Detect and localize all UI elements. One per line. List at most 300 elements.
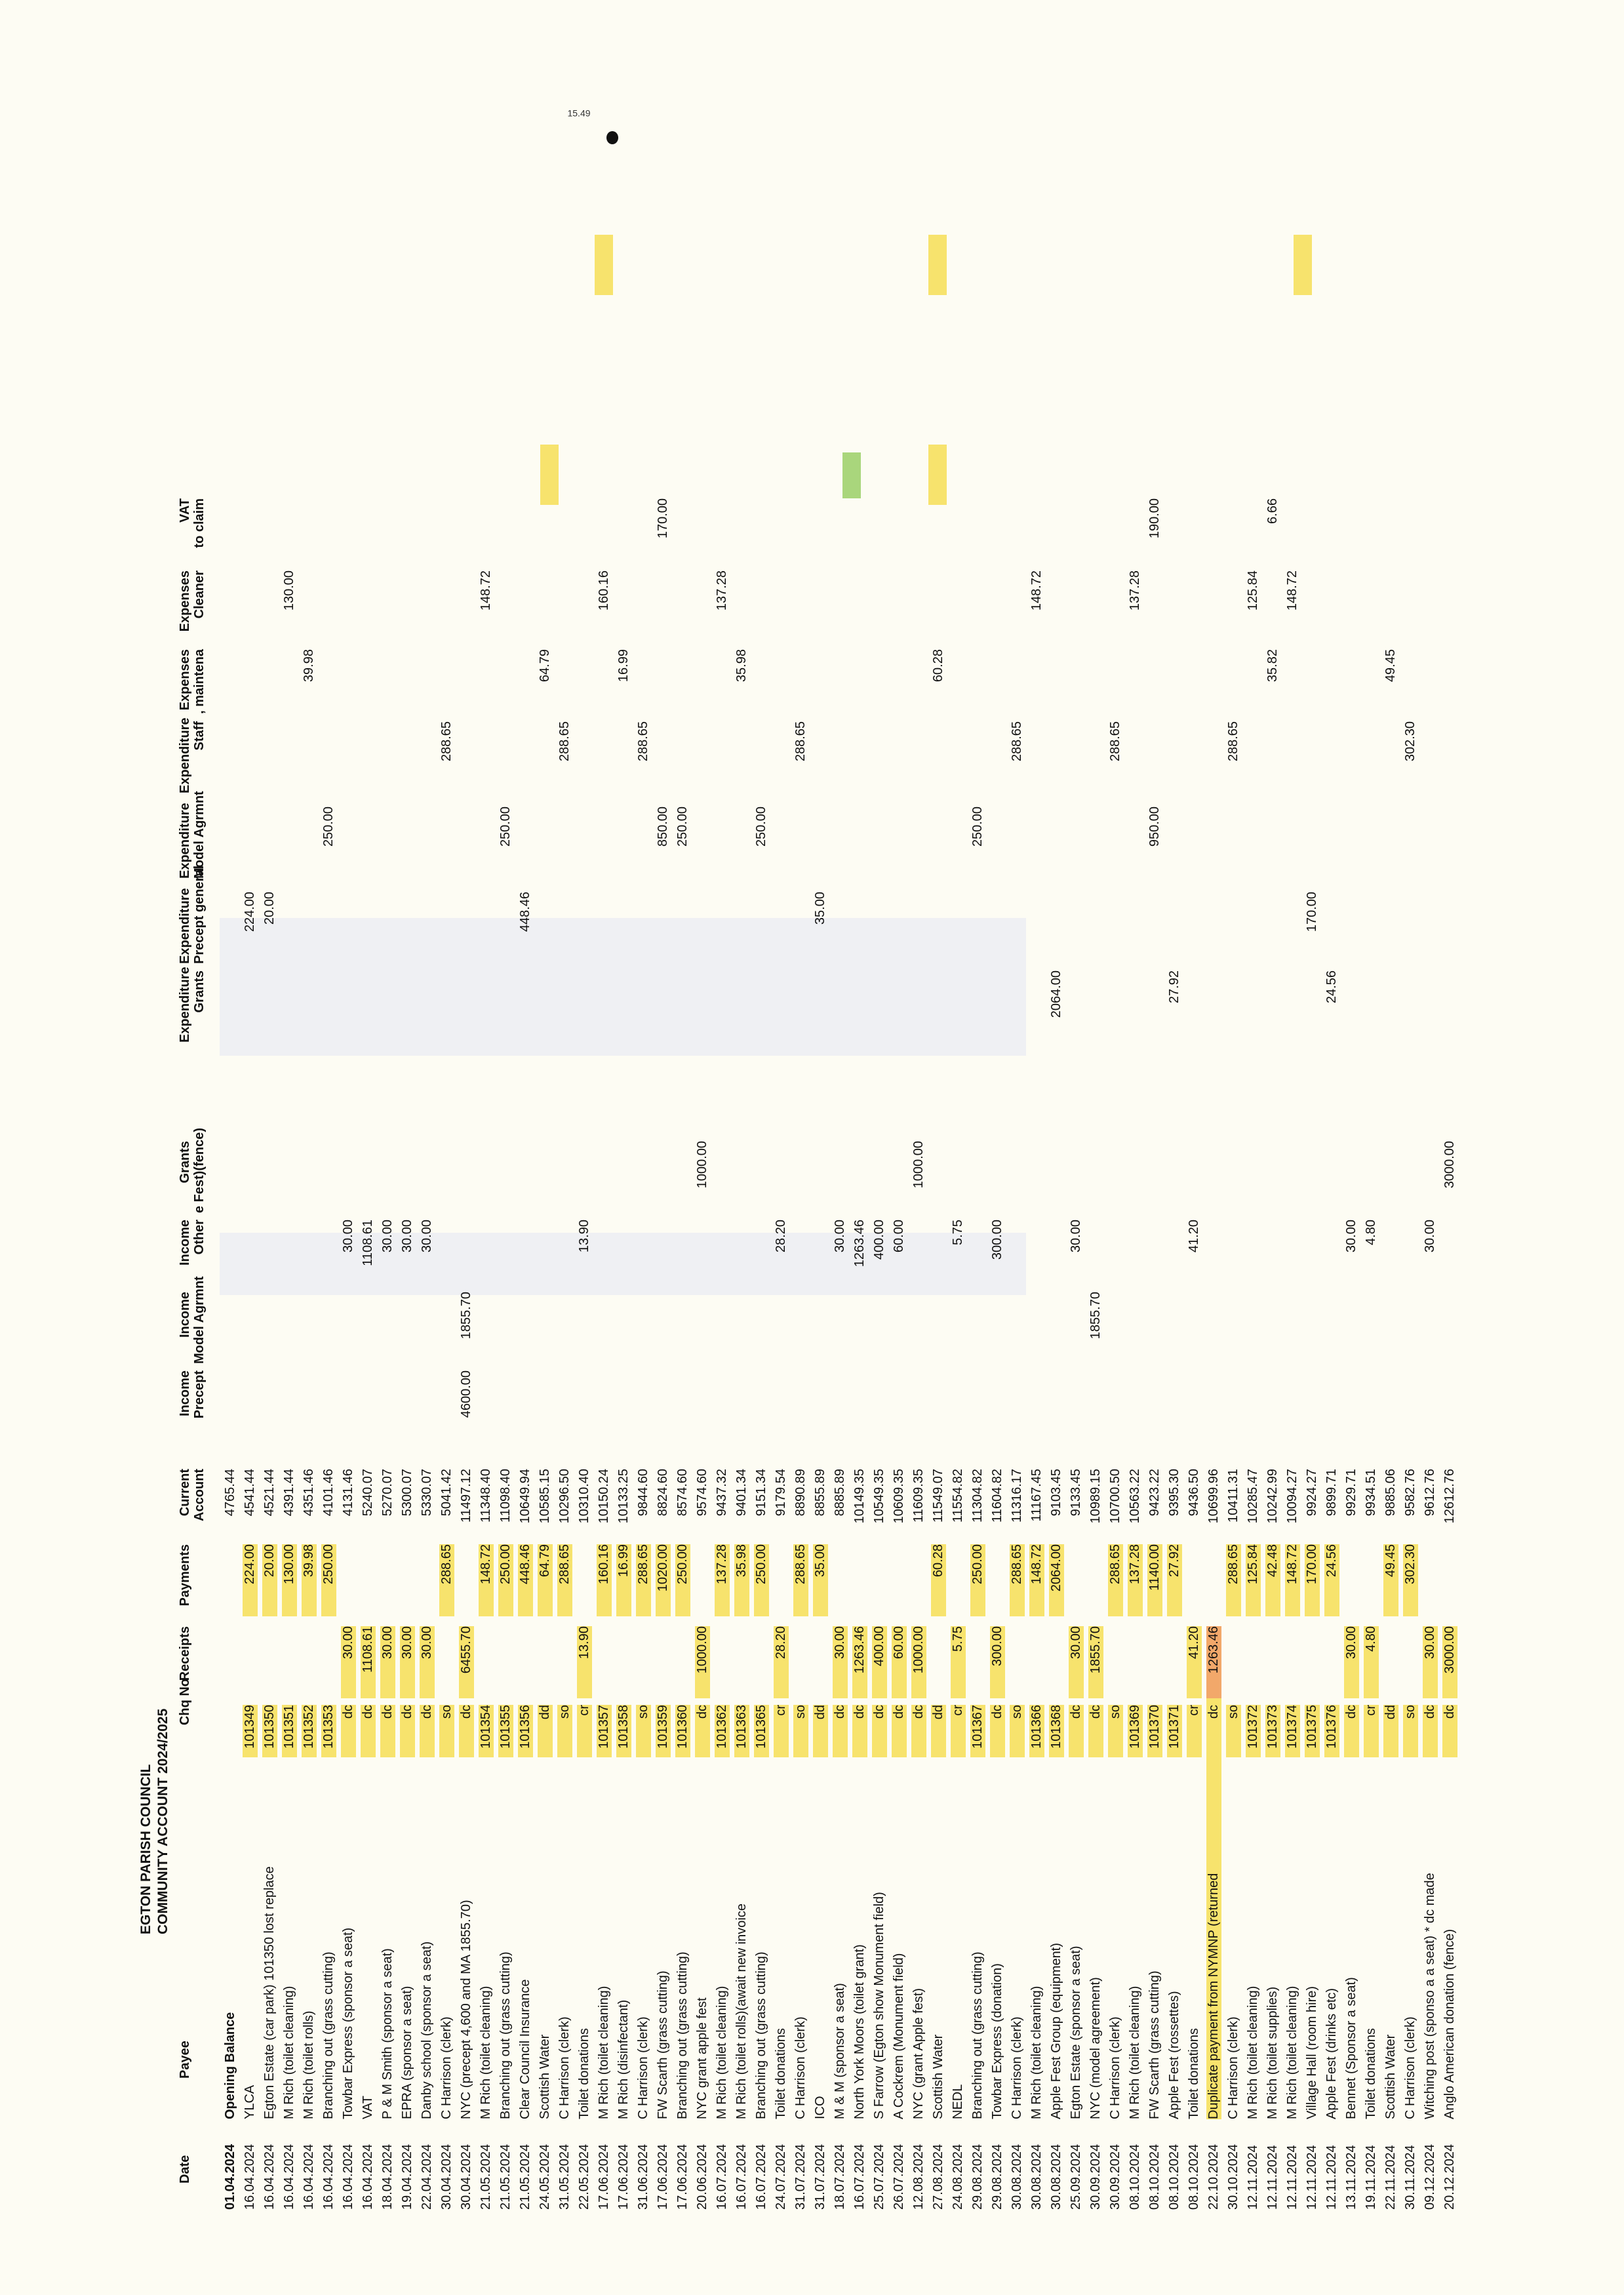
cell-date: 25.07.2024 [872, 2144, 886, 2210]
cell-current: 10242.99 [1265, 1469, 1280, 1524]
table-row [869, 92, 888, 2210]
cell-payments: 16.99 [616, 1544, 631, 1616]
column-header-line: Expenditure [178, 717, 192, 793]
table-row [1419, 92, 1439, 2210]
cell-payee: ICO [813, 2096, 827, 2119]
cell-date: 12.11.2024 [1305, 2145, 1319, 2210]
cell-current: 5330.07 [420, 1469, 434, 1517]
cell-date: 30.11.2024 [1403, 2145, 1417, 2210]
cell-date: 29.08.2024 [990, 2144, 1004, 2210]
cell-date: 30.08.2024 [1049, 2144, 1063, 2210]
cell-chq: 101360 [675, 1705, 690, 1757]
cell-chq: so [557, 1705, 572, 1757]
cell-chq: 101350 [262, 1705, 277, 1757]
cell-current: 9924.27 [1305, 1469, 1319, 1517]
cell-payee: Toilet donations [1187, 2028, 1201, 2119]
table-row [987, 92, 1006, 2210]
cell-date: 24.07.2024 [774, 2144, 788, 2210]
cell-chq: 101372 [1246, 1705, 1261, 1757]
cell-payments: 125.84 [1246, 1544, 1261, 1616]
cell-payee: Scottish Water [1383, 2034, 1398, 2119]
cell-payee: Apple Fest (drinks etc) [1324, 1987, 1339, 2119]
table-row [456, 92, 475, 2210]
column-header-exp-staff [178, 717, 207, 793]
cell-date: 16.07.2024 [715, 2144, 729, 2210]
table-row [1026, 92, 1046, 2210]
cell-chq: so [636, 1705, 651, 1757]
table-row [574, 92, 593, 2210]
cell-current: 10989.15 [1088, 1469, 1103, 1524]
cell-current: 11609.35 [911, 1469, 926, 1523]
cell-date: 30.09.2024 [1108, 2144, 1122, 2210]
cell-receipts: 30.00 [420, 1626, 435, 1698]
table-row [1144, 92, 1164, 2210]
cell-inc-model: 1855.70 [1088, 1292, 1103, 1340]
column-header-line: Expenses [178, 649, 192, 711]
cell-chq: 101358 [616, 1705, 631, 1757]
column-header-receipts [178, 1626, 192, 1698]
cell-current: 10285.47 [1246, 1469, 1260, 1524]
cell-chq: dc [1069, 1705, 1084, 1757]
table-row [1439, 92, 1459, 2210]
cell-date: 29.08.2024 [970, 2144, 985, 2210]
cell-date: 21.05.2024 [498, 2144, 513, 2210]
cell-vat: 190.00 [1147, 498, 1162, 539]
cell-chq: so [1403, 1705, 1418, 1757]
column-header-line: Income [178, 1220, 192, 1266]
cell-receipts: 30.00 [341, 1626, 356, 1698]
cell-current: 4521.44 [262, 1469, 277, 1517]
table-row [534, 92, 554, 2210]
cell-chq: 101366 [1029, 1705, 1044, 1757]
cell-chq: dc [892, 1705, 907, 1757]
column-header-line: Expenditure [178, 888, 192, 964]
column-header-inc-other [178, 1220, 207, 1292]
cell-payee: NYC grant apple fest [695, 1997, 709, 2119]
cell-receipts: 30.00 [1423, 1626, 1438, 1698]
cell-payments: 1140.00 [1147, 1544, 1162, 1616]
cell-inc-other: 28.20 [774, 1220, 788, 1253]
cell-current: 10411.31 [1226, 1469, 1240, 1523]
cell-payee: M Rich (toilet cleaning) [1029, 1986, 1044, 2119]
table-row [1262, 92, 1282, 2210]
cell-date: 12.11.2024 [1265, 2145, 1280, 2210]
cell-exp-model: 250.00 [321, 807, 336, 847]
cell-inc-other: 60.00 [892, 1220, 906, 1253]
cell-exp-grants: 24.56 [1324, 970, 1339, 1004]
cell-current: 8855.89 [813, 1469, 827, 1517]
cell-date: 20.06.2024 [695, 2144, 709, 2210]
column-header-line: Income [178, 1370, 192, 1417]
table-row [672, 92, 692, 2210]
column-header-vat [178, 498, 207, 570]
cell-current: 9934.51 [1364, 1469, 1378, 1517]
cell-exp-maint: 35.98 [734, 649, 749, 683]
table-row [1124, 92, 1144, 2210]
cell-date: 22.10.2024 [1206, 2144, 1221, 2210]
cell-date: 12.08.2024 [911, 2144, 926, 2210]
cell-current: 10149.35 [852, 1469, 867, 1524]
table-row [1046, 92, 1065, 2210]
cell-payments: 250.00 [970, 1544, 985, 1616]
table-row [1183, 92, 1203, 2210]
cell-payee: P & M Smith (sponsor a seat) [380, 1948, 395, 2119]
cell-exp-staff: 288.65 [1108, 721, 1122, 762]
cell-chq: so [1108, 1705, 1123, 1757]
cell-date: 31.07.2024 [813, 2144, 827, 2210]
table-row [416, 92, 436, 2210]
cell-chq: dc [400, 1705, 415, 1757]
cell-chq: dc [1206, 1705, 1221, 1757]
cell-receipts: 30.00 [400, 1626, 415, 1698]
column-header-payments [178, 1544, 192, 1616]
cell-chq: 101367 [970, 1705, 985, 1757]
cell-payments: 20.00 [262, 1544, 277, 1616]
cell-current: 4101.46 [321, 1469, 336, 1517]
column-header-line: Payee [178, 2041, 192, 2079]
column-header-line: Receipts [178, 1626, 192, 1681]
cell-current: 11549.07 [931, 1469, 945, 1523]
column-header-line: to claim [192, 498, 207, 548]
cell-exp-maint: 49.45 [1383, 649, 1398, 683]
cell-exp-staff: 288.65 [557, 721, 572, 762]
table-row [1341, 92, 1360, 2210]
cell-current: 10700.50 [1108, 1469, 1122, 1524]
table-row [377, 92, 397, 2210]
cell-exp-cleaner: 137.28 [715, 570, 729, 611]
table-row [1321, 92, 1341, 2210]
cell-exp-cleaner: 125.84 [1246, 570, 1260, 611]
cell-payee: NYC (grant Apple fest) [911, 1987, 926, 2119]
cell-payments: 137.28 [1128, 1544, 1143, 1616]
column-header-line: Account [192, 1469, 207, 1521]
cell-payee: M Rich (toilet cleaning) [1285, 1986, 1299, 2119]
cell-current: 9582.76 [1403, 1469, 1417, 1517]
cell-chq: 101373 [1265, 1705, 1280, 1757]
table-row [397, 92, 416, 2210]
table-row [220, 92, 239, 2210]
cell-chq: so [439, 1705, 454, 1757]
cell-date: 21.05.2024 [479, 2144, 493, 2210]
column-header-line: Model Agrmnt [192, 1276, 207, 1364]
column-header-line: Expenses [178, 570, 192, 632]
cell-current: 9103.45 [1049, 1469, 1063, 1517]
cell-chq: cr [774, 1705, 789, 1757]
cell-chq: dd [538, 1705, 553, 1757]
cell-current: 8824.60 [656, 1469, 670, 1517]
table-row [1085, 92, 1105, 2210]
cell-exp-precept: 448.46 [518, 892, 532, 932]
cell-receipts: 1263.46 [1206, 1626, 1221, 1698]
cell-chq: 101369 [1128, 1705, 1143, 1757]
cell-current: 10150.24 [597, 1469, 611, 1524]
cell-chq: 101365 [754, 1705, 769, 1757]
cell-date: 18.04.2024 [380, 2144, 395, 2210]
cell-current: 9401.34 [734, 1469, 749, 1517]
cell-exp-precept: 20.00 [262, 892, 277, 925]
cell-receipts: 28.20 [774, 1626, 789, 1698]
cell-exp-maint: 64.79 [538, 649, 552, 683]
highlight-mark [928, 445, 947, 505]
column-header-exp-model [178, 791, 207, 879]
table-row [770, 92, 790, 2210]
cell-payments: 137.28 [715, 1544, 730, 1616]
cell-inc-other: 300.00 [990, 1220, 1004, 1260]
cell-chq: 101351 [282, 1705, 297, 1757]
cell-current: 4351.46 [302, 1469, 316, 1517]
cell-payee: M Rich (toilet cleaning) [597, 1986, 611, 2119]
cell-exp-cleaner: 148.72 [1029, 570, 1044, 611]
cell-payments: 130.00 [282, 1544, 297, 1616]
cell-chq: 101349 [243, 1705, 258, 1757]
cell-current: 11098.40 [498, 1469, 513, 1523]
column-header-exp-cleaner [178, 570, 207, 643]
table-row [1203, 92, 1223, 2210]
table-row [338, 92, 357, 2210]
cell-payments: 42.48 [1265, 1544, 1280, 1616]
cell-payments: 148.72 [479, 1544, 494, 1616]
table-row [711, 92, 731, 2210]
ink-blot [606, 131, 618, 144]
table-row [633, 92, 652, 2210]
cell-inc-other: 5.75 [951, 1220, 965, 1245]
highlight-mark [928, 235, 947, 295]
cell-payee: M Rich (toilet cleaning) [1128, 1986, 1142, 2119]
cell-chq: dc [852, 1705, 867, 1757]
cell-payments: 288.65 [793, 1544, 808, 1616]
cell-current: 4391.44 [282, 1469, 296, 1517]
cell-inc-other: 1263.46 [852, 1220, 867, 1267]
table-row [593, 92, 613, 2210]
table-row [1380, 92, 1400, 2210]
cell-current: 9133.45 [1069, 1469, 1083, 1517]
table-row [1105, 92, 1124, 2210]
column-header-line: Chq No [178, 1679, 192, 1726]
column-header-line: Expenditure [178, 803, 192, 879]
cell-exp-staff: 288.65 [636, 721, 650, 762]
cell-exp-model: 250.00 [675, 807, 690, 847]
cell-date: 30.08.2024 [1029, 2144, 1044, 2210]
cell-date: 16.07.2024 [734, 2144, 749, 2210]
cell-date: 09.12.2024 [1423, 2144, 1437, 2210]
cell-payee: Branching out (grass cutting) [675, 1951, 690, 2119]
cell-payments: 35.98 [734, 1544, 749, 1616]
cell-date: 26.07.2024 [892, 2144, 906, 2210]
cell-current: 11167.45 [1029, 1469, 1044, 1522]
cell-receipts: 30.00 [833, 1626, 848, 1698]
table-row [554, 92, 574, 2210]
cell-exp-maint: 16.99 [616, 649, 631, 683]
cell-inc-other: 41.20 [1187, 1220, 1201, 1253]
table-row [298, 92, 318, 2210]
cell-payments: 250.00 [675, 1544, 690, 1616]
cell-payee: C Harrison (clerk) [793, 2016, 808, 2119]
table-row [436, 92, 456, 2210]
table-row [1400, 92, 1419, 2210]
cell-current: 8574.60 [675, 1469, 690, 1517]
cell-date: 17.06.2024 [597, 2144, 611, 2210]
column-header-line: Precept general [192, 865, 207, 964]
cell-inc-model: 1855.70 [459, 1292, 473, 1340]
cell-grants: 3000.00 [1442, 1141, 1457, 1189]
cell-receipts: 41.20 [1187, 1626, 1202, 1698]
cell-current: 4541.44 [243, 1469, 257, 1517]
cell-payments: 49.45 [1383, 1544, 1398, 1616]
column-header-exp-maint [178, 649, 207, 721]
cell-payments: 288.65 [1010, 1544, 1025, 1616]
table-row [1223, 92, 1242, 2210]
cell-current: 9574.60 [695, 1469, 709, 1517]
cell-date: 30.09.2024 [1088, 2144, 1103, 2210]
cell-receipts: 60.00 [892, 1626, 907, 1698]
highlight-mark [540, 445, 559, 505]
cell-payee: Egton Estate (sponsor a seat) [1069, 1946, 1083, 2119]
cell-chq: dc [1442, 1705, 1457, 1757]
cell-receipts: 4.80 [1364, 1626, 1379, 1698]
column-header-line: Staff [192, 721, 207, 751]
cell-chq: 101370 [1147, 1705, 1162, 1757]
cell-current: 9395.30 [1167, 1469, 1181, 1517]
cell-current: 11554.82 [951, 1469, 965, 1523]
cell-vat: 170.00 [656, 498, 670, 539]
cell-date: 16.04.2024 [361, 2144, 375, 2210]
table-row [790, 92, 810, 2210]
cell-current: 10649.94 [518, 1469, 532, 1524]
cell-exp-cleaner: 148.72 [1285, 570, 1299, 611]
cell-receipts: 13.90 [577, 1626, 592, 1698]
cell-current: 10563.22 [1128, 1469, 1142, 1524]
column-header-line: Model Agrmnt [192, 791, 207, 879]
column-header-line: Grants [192, 970, 207, 1013]
cell-payee: Scottish Water [538, 2034, 552, 2119]
cell-payments: 302.30 [1403, 1544, 1418, 1616]
cell-payee: Towbar Express (sponsor a seat) [341, 1927, 355, 2119]
cell-payee: A Cockrem (Monument field) [892, 1953, 906, 2119]
table-row [1301, 92, 1321, 2210]
cell-inc-other: 30.00 [833, 1220, 847, 1253]
cell-payments: 1020.00 [656, 1544, 671, 1616]
cell-exp-staff: 288.65 [1010, 721, 1024, 762]
cell-exp-cleaner: 137.28 [1128, 570, 1142, 611]
cell-current: 10133.25 [616, 1469, 631, 1524]
cell-receipts: 30.00 [1069, 1626, 1084, 1698]
table-row [829, 92, 849, 2210]
table-row [908, 92, 928, 2210]
cell-payments: 27.92 [1167, 1544, 1182, 1616]
table-row [731, 92, 751, 2210]
cell-payee: M Rich (toilet cleaning) [479, 1986, 493, 2119]
cell-exp-model: 250.00 [970, 807, 985, 847]
cell-date: 22.04.2024 [420, 2144, 434, 2210]
cell-current: 9436.50 [1187, 1469, 1201, 1517]
cell-payee: Branching out (grass cutting) [754, 1951, 768, 2119]
cell-current: 10094.27 [1285, 1469, 1299, 1524]
cell-payee: S Farrow (Egton show Monument field) [872, 1892, 886, 2119]
column-header-inc-precept [178, 1370, 207, 1443]
highlight-mark [842, 452, 861, 498]
table-row [652, 92, 672, 2210]
table-row [1164, 92, 1183, 2210]
cell-receipts: 1855.70 [1088, 1626, 1103, 1698]
cell-payments: 148.72 [1029, 1544, 1044, 1616]
cell-payments: 2064.00 [1049, 1544, 1064, 1616]
table-row [1360, 92, 1380, 2210]
cell-chq: 101362 [715, 1705, 730, 1757]
cell-date: 19.11.2024 [1364, 2145, 1378, 2210]
cell-date: 31.06.2024 [636, 2144, 650, 2210]
cell-current: 9844.60 [636, 1469, 650, 1517]
cell-current: 10310.40 [577, 1469, 591, 1524]
cell-chq: 101357 [597, 1705, 612, 1757]
cell-date: 21.05.2024 [518, 2144, 532, 2210]
cell-date: 16.07.2024 [852, 2144, 867, 2210]
cell-payee: FW Scarth (grass cutting) [656, 1970, 670, 2119]
cell-chq: dc [1344, 1705, 1359, 1757]
cell-payments: 60.28 [931, 1544, 946, 1616]
cell-payee: C Harrison (clerk) [1403, 2016, 1417, 2119]
cell-chq: dc [459, 1705, 474, 1757]
table-row [947, 92, 967, 2210]
cell-current: 5240.07 [361, 1469, 375, 1517]
cell-date: 24.05.2024 [538, 2144, 552, 2210]
cell-exp-grants: 2064.00 [1049, 970, 1063, 1018]
cell-date: 16.04.2024 [302, 2144, 316, 2210]
cell-payee: FW Scarth (grass cutting) [1147, 1970, 1162, 2119]
cell-payee: YLCA [243, 2085, 257, 2119]
column-header-line: VAT [178, 498, 192, 523]
cell-date: 17.06.2024 [675, 2144, 690, 2210]
cell-chq: cr [1364, 1705, 1379, 1757]
cell-payee: Anglo American donation (fence) [1442, 1928, 1457, 2119]
cell-payee: M Rich (toilet rolls)(await new invoice [734, 1904, 749, 2119]
cell-payee: Toilet donations [1364, 2028, 1378, 2119]
cell-inc-other: 30.00 [1069, 1220, 1083, 1253]
table-row [810, 92, 829, 2210]
cell-exp-cleaner: 130.00 [282, 570, 296, 611]
cell-current: 10296.50 [557, 1469, 572, 1524]
column-header-exp-grants [178, 967, 207, 1043]
cell-current: 9179.54 [774, 1469, 788, 1517]
cell-chq: dc [1423, 1705, 1438, 1757]
table-row [928, 92, 947, 2210]
cell-payee: Village Hall (room hire) [1305, 1986, 1319, 2119]
cell-payee: North York Moors (toilet grant) [852, 1944, 867, 2119]
cell-payee: NEDL [951, 2084, 965, 2119]
cell-receipts: 400.00 [872, 1626, 887, 1698]
cell-inc-other: 400.00 [872, 1220, 886, 1260]
table-row [967, 92, 987, 2210]
cell-payments: 250.00 [498, 1544, 513, 1616]
cell-receipts: 1108.61 [361, 1626, 376, 1698]
cell-current: 9885.06 [1383, 1469, 1398, 1517]
cell-date: 30.10.2024 [1226, 2144, 1240, 2210]
cell-payee: Egton Estate (car park) 101350 lost replace [262, 1866, 277, 2119]
cell-date: 16.04.2024 [262, 2144, 277, 2210]
cell-payee: Apple Fest Group (equipment) [1049, 1942, 1063, 2119]
column-header-line: Current [178, 1469, 192, 1517]
table-row [318, 92, 338, 2210]
table-row [495, 92, 515, 2210]
table-row [849, 92, 869, 2210]
cell-payments: 448.46 [518, 1544, 533, 1616]
cell-chq: dc [990, 1705, 1005, 1757]
cell-chq: dd [1383, 1705, 1398, 1757]
table-row [357, 92, 377, 2210]
column-header-inc-model [178, 1276, 207, 1364]
cell-payee: C Harrison (clerk) [1010, 2016, 1024, 2119]
cell-payee: VAT [361, 2096, 375, 2119]
cell-chq: 101354 [479, 1705, 494, 1757]
